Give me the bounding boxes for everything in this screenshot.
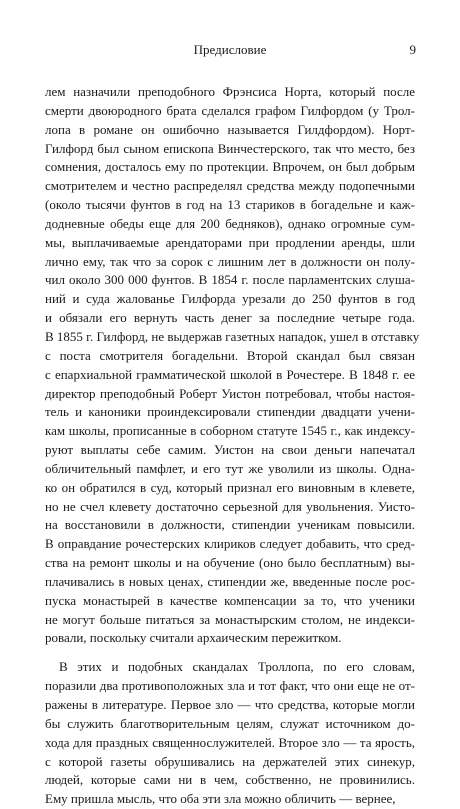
text-line: директор преподобный Роберт Уистон потребовал, чтобы настоя-	[45, 385, 415, 401]
text-line: лопа в романе он ошибочно называется Гилдфордом). Норт-	[45, 121, 415, 137]
text-line: мы, выплачиваемые арендаторами при продлении аренды, шли	[45, 234, 415, 250]
text-line: но не счел клевету достаточно серьезной для увольнения. Уисто-	[45, 498, 415, 514]
text-line: Ему пришла мысль, что оба эти зла можно обличить — вернее,	[45, 791, 396, 807]
text-line: додневные обеды еще для 200 бедняков), однако огромные сум-	[45, 215, 415, 231]
text-line: ства на ремонт школы и на обучение (оно было бесплатным) вы-	[45, 555, 415, 571]
text-line: кам школы, прописанные в соборном статуте 1545 г., как индексу-	[45, 423, 415, 439]
text-line: тель и каноники проиндексировали стипендии двадцати учени-	[45, 404, 415, 420]
text-line: хода для праздных священнослужителей. Второе зло — та ярость,	[45, 734, 415, 750]
text-line: на восстановили в должности, стипендии ученикам повысили.	[45, 517, 415, 533]
text-line: поразили два противоположных зла и тот факт, что они еще не от-	[45, 678, 415, 694]
text-line: сомнения, досталось ему по протекции. Впрочем, он был добрым	[45, 159, 415, 175]
text-line: людей, которые сами ни в чем, собственно, не провинились.	[45, 772, 415, 788]
text-line: руют выплаты себе самим. Уистон на свои деньги напечатал	[45, 442, 415, 458]
text-line: обличительный памфлет, и его тут же уволили из школы. Одна-	[45, 460, 415, 476]
text-line: лично ему, так что за сорок с лишним лет в должности он полу-	[45, 253, 415, 269]
text-line: В оправдание рочестерских клириков следует добавить, что сред-	[45, 536, 415, 552]
text-line: ко он обратился в суд, который признал его виновным в клевете,	[45, 479, 415, 495]
text-line: с которой газеты обрушивались на держателей этих синекур,	[45, 753, 415, 769]
text-line: В 1855 г. Гилфорд, не выдержав газетных нападок, ушел в отставку	[45, 328, 420, 344]
paragraph	[45, 658, 415, 809]
running-head	[44, 38, 416, 62]
text-line: (около тысячи фунтов в год на 13 стариков в богадельне и каж-	[45, 197, 415, 213]
text-line: с епархиальной грамматической школой в Рочестере. В 1848 г. ее	[45, 366, 415, 382]
text-line: не могут больше питаться за монастырским столом, не индекси-	[45, 611, 415, 627]
text-line: лем назначили преподобного Фрэнсиса Норта, который после	[45, 84, 415, 99]
page-number: 9	[409, 42, 416, 57]
text-line: Гилфорд был сыном епископа Винчестерского, так что место, без	[45, 140, 415, 156]
text-line: плачивались в новых ценах, стипендии же, введенные после рос-	[45, 573, 415, 589]
paragraph	[45, 83, 420, 648]
text-line: бы служить благотворительным целям, служат источником до-	[45, 715, 415, 731]
text-line: ражены в литературе. Первое зло — что средства, которые могли	[45, 697, 415, 712]
text-line: чил около 300 000 фунтов. В 1854 г. после парламентских слуша-	[45, 272, 415, 288]
body-text	[45, 83, 420, 809]
running-head-title: Предисловие	[193, 42, 267, 57]
text-line: с поста смотрителя богадельни. Второй скандал был связан	[45, 347, 415, 363]
text-line: и обязали его вернуть часть денег за последние четыре года.	[45, 310, 415, 326]
text-line: смерти двоюродного брата сделался графом Гилфордом (у Трол-	[45, 102, 415, 118]
text-line: В этих и подобных скандалах Троллопа, по его словам,	[59, 659, 415, 675]
paragraph-gap	[45, 648, 415, 658]
text-line: пуска монастырей в качестве компенсации за то, что ученики	[45, 592, 415, 608]
text-line: ний и суда жалованье Гилфорда урезали до 250 фунтов в год	[45, 291, 415, 307]
text-line: ровали, поскольку считали архаическим пережитком.	[45, 630, 342, 646]
text-line: смотрителем и честно распределял средства между подопечными	[45, 178, 415, 194]
